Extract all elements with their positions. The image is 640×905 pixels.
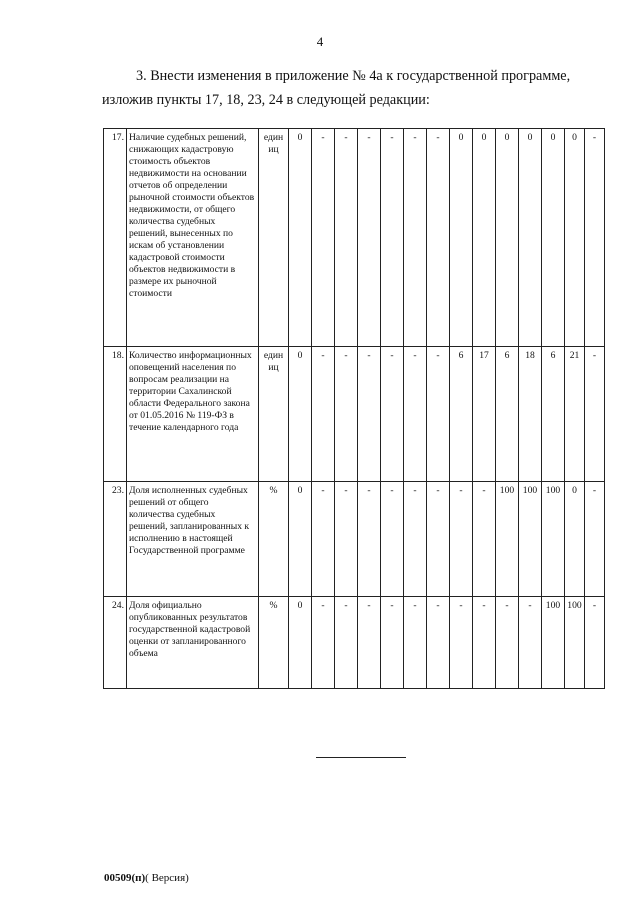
value-cell: - xyxy=(404,482,427,597)
value-cell: 0 xyxy=(289,597,312,689)
value-cell: 0 xyxy=(542,129,565,347)
value-cell: - xyxy=(427,347,450,482)
value-cell: - xyxy=(404,129,427,347)
value-cell: 6 xyxy=(542,347,565,482)
indicator-name: Доля официально опубликованных результатов государственной кадастровой оценки от запланированного объема xyxy=(127,597,259,689)
table-row xyxy=(104,347,605,482)
unit-cell: % xyxy=(259,482,289,597)
value-cell: - xyxy=(381,347,404,482)
value-cell: - xyxy=(427,482,450,597)
value-cell: - xyxy=(450,597,473,689)
value-cell: 100 xyxy=(542,597,565,689)
unit-cell: един иц xyxy=(259,129,289,347)
table-row xyxy=(104,482,605,597)
unit-cell: % xyxy=(259,597,289,689)
unit-cell: един иц xyxy=(259,347,289,482)
value-cell: - xyxy=(312,597,335,689)
value-cell: - xyxy=(381,129,404,347)
value-cell: 0 xyxy=(496,129,519,347)
value-cell: 21 xyxy=(565,347,585,482)
value-cell: 0 xyxy=(565,129,585,347)
value-cell: - xyxy=(427,597,450,689)
value-cell: - xyxy=(496,597,519,689)
value-cell: - xyxy=(312,347,335,482)
document-code: 00509(п) xyxy=(104,872,146,884)
value-cell: - xyxy=(335,129,358,347)
value-cell: - xyxy=(585,482,605,597)
value-cell: - xyxy=(335,482,358,597)
value-cell: - xyxy=(519,597,542,689)
value-cell: 100 xyxy=(496,482,519,597)
value-cell: - xyxy=(404,597,427,689)
value-cell: - xyxy=(585,129,605,347)
value-cell: 0 xyxy=(565,482,585,597)
value-cell: 100 xyxy=(565,597,585,689)
indicators-table xyxy=(103,128,605,689)
row-number: 23. xyxy=(104,482,127,597)
value-cell: 0 xyxy=(289,347,312,482)
value-cell: - xyxy=(450,482,473,597)
value-cell: - xyxy=(358,482,381,597)
value-cell: 0 xyxy=(473,129,496,347)
indicator-name: Наличие судебных решений, снижающих кадастровую стоимость объектов недвижимости на основании отчетов об определении рыночной стоимости объектов недвижимости, от общего количества судебных решений, вынесенных по искам об установлении кадастровой стоимости объектов недвижимости в размере их рыночной стоимости xyxy=(127,129,259,347)
separator-line xyxy=(316,757,406,758)
row-number: 24. xyxy=(104,597,127,689)
value-cell: - xyxy=(358,347,381,482)
value-cell: - xyxy=(381,482,404,597)
table-row xyxy=(104,597,605,689)
footer-code xyxy=(104,872,189,884)
value-cell: 100 xyxy=(542,482,565,597)
version-label: ( Версия) xyxy=(145,872,189,884)
value-cell: - xyxy=(404,347,427,482)
page-number: 4 xyxy=(316,34,324,49)
value-cell: - xyxy=(312,482,335,597)
intro-paragraph xyxy=(102,64,612,112)
value-cell: - xyxy=(585,597,605,689)
value-cell: - xyxy=(473,597,496,689)
value-cell: - xyxy=(358,597,381,689)
row-number: 17. xyxy=(104,129,127,347)
value-cell: 17 xyxy=(473,347,496,482)
value-cell: - xyxy=(473,482,496,597)
intro-line-2: изложив пункты 17, 18, 23, 24 в следующей редакции: xyxy=(102,92,430,108)
value-cell: 6 xyxy=(450,347,473,482)
value-cell: - xyxy=(312,129,335,347)
value-cell: - xyxy=(358,129,381,347)
value-cell: 0 xyxy=(289,482,312,597)
value-cell: 100 xyxy=(519,482,542,597)
value-cell: - xyxy=(335,597,358,689)
value-cell: - xyxy=(381,597,404,689)
row-number: 18. xyxy=(104,347,127,482)
value-cell: 0 xyxy=(519,129,542,347)
value-cell: 6 xyxy=(496,347,519,482)
value-cell: 0 xyxy=(289,129,312,347)
value-cell: 18 xyxy=(519,347,542,482)
value-cell: - xyxy=(335,347,358,482)
value-cell: 0 xyxy=(450,129,473,347)
indicator-name: Доля исполненных судебных решений от общего количества судебных решений, запланированных к исполнению в настоящей Государственной программе xyxy=(127,482,259,597)
value-cell: - xyxy=(427,129,450,347)
intro-line-1: 3. Внести изменения в приложение № 4а к государственной программе, xyxy=(136,68,571,84)
table-row xyxy=(104,129,605,347)
value-cell: - xyxy=(585,347,605,482)
indicator-name: Количество информационных оповещений населения по вопросам реализации на территории Сахалинской области Федерального закона от 01.05.2016 № 119-ФЗ в течение календарного года xyxy=(127,347,259,482)
